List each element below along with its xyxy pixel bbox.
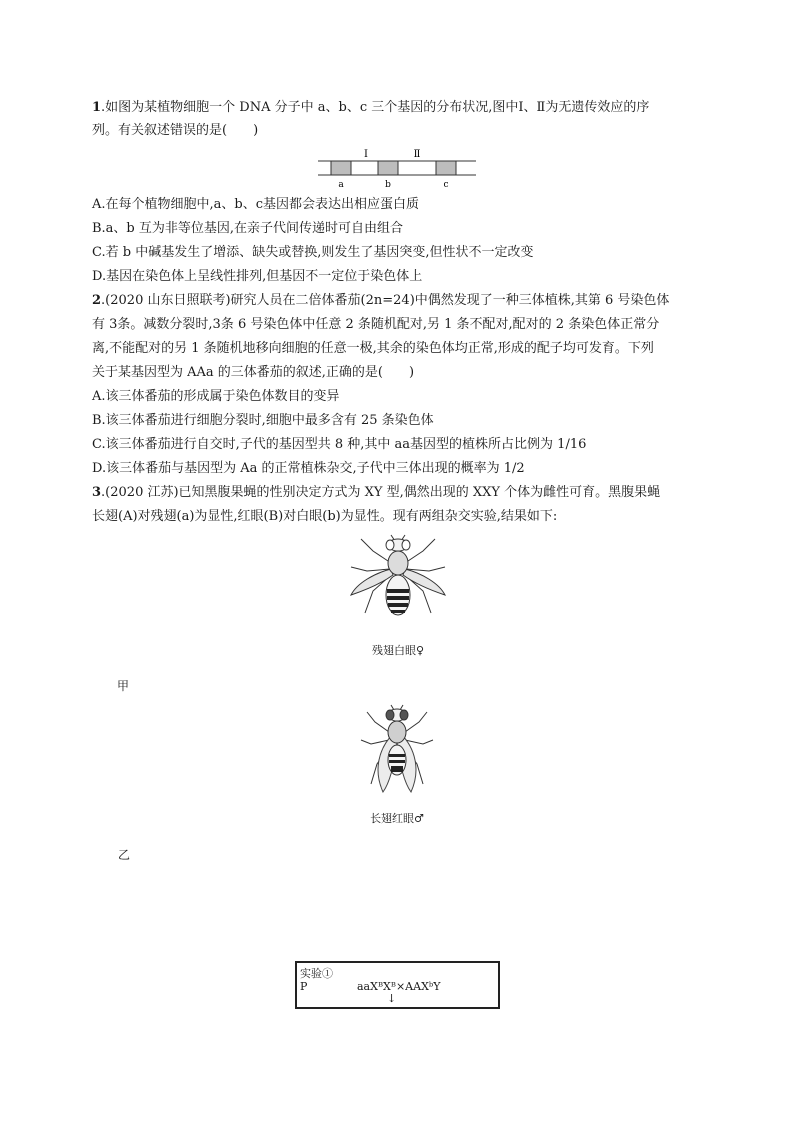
- fly1-caption: 残翅白眼♀: [371, 644, 425, 657]
- label-seq-II: Ⅱ: [413, 149, 421, 160]
- experiment-title: 实验①: [300, 967, 333, 980]
- seq-I-block: [351, 161, 378, 175]
- q1-option-d: D.基因在染色体上呈线性排列,但基因不一定位于染色体上: [92, 269, 423, 284]
- q3-stem-line2: 长翅(A)对残翅(a)为显性,红眼(B)对白眼(b)为显性。现有两组杂交实验,结果如下:: [92, 509, 558, 524]
- label-seq-I: Ⅰ: [364, 149, 368, 160]
- q2-stem-line2: 有 3条。减数分裂时,3条 6 号染色体中任意 2 条随机配对,另 1 条不配对,配对的 2 条染色体正常分: [92, 317, 660, 332]
- label-gene-a: a: [338, 180, 344, 190]
- q1-option-b: B.a、b 互为非等位基因,在亲子代间传递时可自由组合: [92, 221, 404, 236]
- fly-vestigial-white-female-image: [343, 533, 453, 623]
- experiment-parent-cross: aaXᴮXᴮ×AAXᵇY: [357, 980, 441, 993]
- seq-II-block: [398, 161, 436, 175]
- gene-a-block: [331, 161, 351, 175]
- fly2-label: 乙: [118, 848, 131, 862]
- fly-long-red-male-image: [357, 704, 437, 794]
- q1-option-a: A.在每个植物细胞中,a、b、c基因都会表达出相应蛋白质: [92, 197, 420, 212]
- gene-b-block: [378, 161, 398, 175]
- experiment-1-box: [295, 961, 500, 1009]
- fly1-label: 甲: [117, 679, 130, 693]
- q2-option-d: D.该三体番茄与基因型为 Aa 的正常植株杂交,子代中三体出现的概率为 1/2: [92, 461, 525, 476]
- dna-gene-diagram: [318, 146, 478, 192]
- q3-number: 3: [92, 485, 102, 500]
- q2-option-b: B.该三体番茄进行细胞分裂时,细胞中最多含有 25 条染色体: [92, 413, 434, 428]
- q2-stem-line4: 关于某基因型为 AAa 的三体番茄的叙述,正确的是( ): [92, 365, 415, 380]
- q2-stem-line1: 2.(2020 山东日照联考)研究人员在二倍体番茄(2n=24)中偶然发现了一种三体植株,其第 6 号染色体: [92, 293, 670, 308]
- gene-c-block: [436, 161, 456, 175]
- q2-option-a: A.该三体番茄的形成属于染色体数目的变异: [92, 389, 340, 404]
- label-gene-b: b: [385, 180, 391, 190]
- experiment-row-label: P: [300, 980, 308, 993]
- label-gene-c: c: [443, 180, 449, 190]
- q2-number: 2: [92, 293, 102, 308]
- q1-stem-line2: 列。有关叙述错误的是( ): [92, 123, 259, 138]
- experiment-arrow-icon: ↓: [387, 992, 397, 1005]
- q2-stem-line3: 离,不能配对的另 1 条随机地移向细胞的任意一极,其余的染色体均正常,形成的配子均可发育。下列: [92, 341, 654, 356]
- q3-stem-line1: 3.(2020 江苏)已知黑腹果蝇的性别决定方式为 XY 型,偶然出现的 XXY 个体为雌性可育。黑腹果蝇: [92, 485, 661, 500]
- q1-number: 1: [92, 100, 102, 115]
- fly2-caption: 长翅红眼♂: [370, 812, 424, 825]
- q1-stem-line1: 1.如图为某植物细胞一个 DNA 分子中 a、b、c 三个基因的分布状况,图中Ⅰ、Ⅱ为无遗传效应的序: [92, 100, 650, 115]
- q1-option-c: C.若 b 中碱基发生了增添、缺失或替换,则发生了基因突变,但性状不一定改变: [92, 245, 534, 260]
- q2-option-c: C.该三体番茄进行自交时,子代的基因型共 8 种,其中 aa基因型的植株所占比例为 1/16: [92, 437, 587, 452]
